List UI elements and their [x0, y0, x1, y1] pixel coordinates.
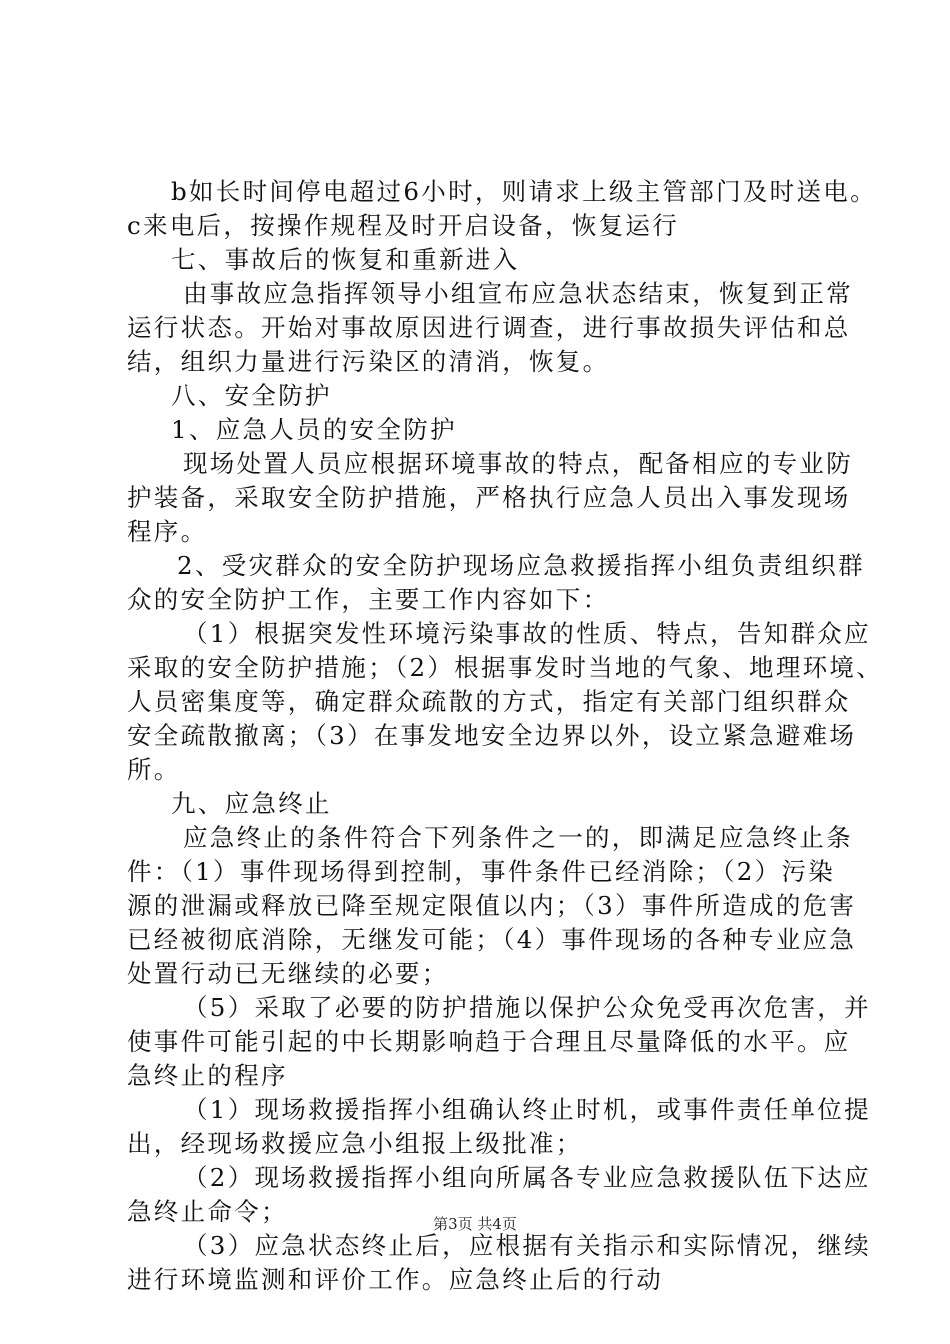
- document-body: [127, 175, 884, 1297]
- text-line: b如长时间停电超过6小时，则请求上级主管部门及时送电。: [171, 177, 877, 206]
- text-line: 已经被彻底消除，无继发可能；（4）事件现场的各种专业应急: [127, 925, 857, 954]
- page-footer: 第3页 共4页: [433, 1215, 517, 1233]
- text-line: 众的安全防护工作，主要工作内容如下：: [127, 585, 610, 614]
- text-line: 现场处置人员应根据环境事故的特点，配备相应的专业防: [183, 449, 853, 478]
- text-line: 出，经现场救援应急小组报上级批准；: [127, 1129, 583, 1158]
- text-line: 件：（1）事件现场得到控制，事件条件已经消除；（2）污染: [127, 857, 836, 886]
- text-line: 急终止命令；: [127, 1197, 288, 1226]
- text-line: （2）现场救援指挥小组向所属各专业应急救援队伍下达应: [183, 1163, 871, 1192]
- text-line: 所。: [127, 755, 181, 784]
- text-line: 七、事故后的恢复和重新进入: [171, 245, 520, 274]
- text-line: 护装备，采取安全防护措施，严格执行应急人员出入事发现场: [127, 483, 851, 512]
- text-line: （5）采取了必要的防护措施以保护公众免受再次危害，并: [183, 993, 871, 1022]
- text-line: 运行状态。开始对事故原因进行调查，进行事故损失评估和总: [127, 313, 851, 342]
- text-line: （1）根据突发性环境污染事故的性质、特点，告知群众应: [183, 619, 871, 648]
- text-line: 由事故应急指挥领导小组宣布应急状态结束，恢复到正常: [183, 279, 853, 308]
- text-line: 使事件可能引起的中长期影响趋于合理且尽量降低的水平。应: [127, 1027, 851, 1056]
- text-line: 进行环境监测和评价工作。应急终止后的行动: [127, 1265, 663, 1294]
- text-line: 源的泄漏或释放已降至规定限值以内；（3）事件所造成的危害: [127, 891, 857, 920]
- text-line: c来电后，按操作规程及时开启设备，恢复运行: [127, 211, 680, 240]
- text-line: 应急终止的条件符合下列条件之一的，即满足应急终止条: [183, 823, 853, 852]
- text-line: 结，组织力量进行污染区的清消，恢复。: [127, 347, 610, 376]
- text-line: 九、应急终止: [171, 789, 332, 818]
- text-line: 程序。: [127, 517, 208, 546]
- text-line: 急终止的程序: [127, 1061, 288, 1090]
- text-line: 采取的安全防护措施；（2）根据事发时当地的气象、地理环境、: [127, 653, 884, 682]
- text-line: 八、安全防护: [171, 381, 332, 410]
- text-line: 人员密集度等，确定群众疏散的方式，指定有关部门组织群众: [127, 687, 851, 716]
- text-line: 2、受灾群众的安全防护现场应急救援指挥小组负责组织群: [177, 551, 865, 580]
- text-line: 处置行动已无继续的必要；: [127, 959, 449, 988]
- text-line: （1）现场救援指挥小组确认终止时机，或事件责任单位提: [183, 1095, 871, 1124]
- text-line: （3）应急状态终止后，应根据有关指示和实际情况，继续: [183, 1231, 871, 1260]
- text-line: 1、应急人员的安全防护: [171, 415, 457, 444]
- text-line: 安全疏散撤离；（3）在事发地安全边界以外，设立紧急避难场: [127, 721, 857, 750]
